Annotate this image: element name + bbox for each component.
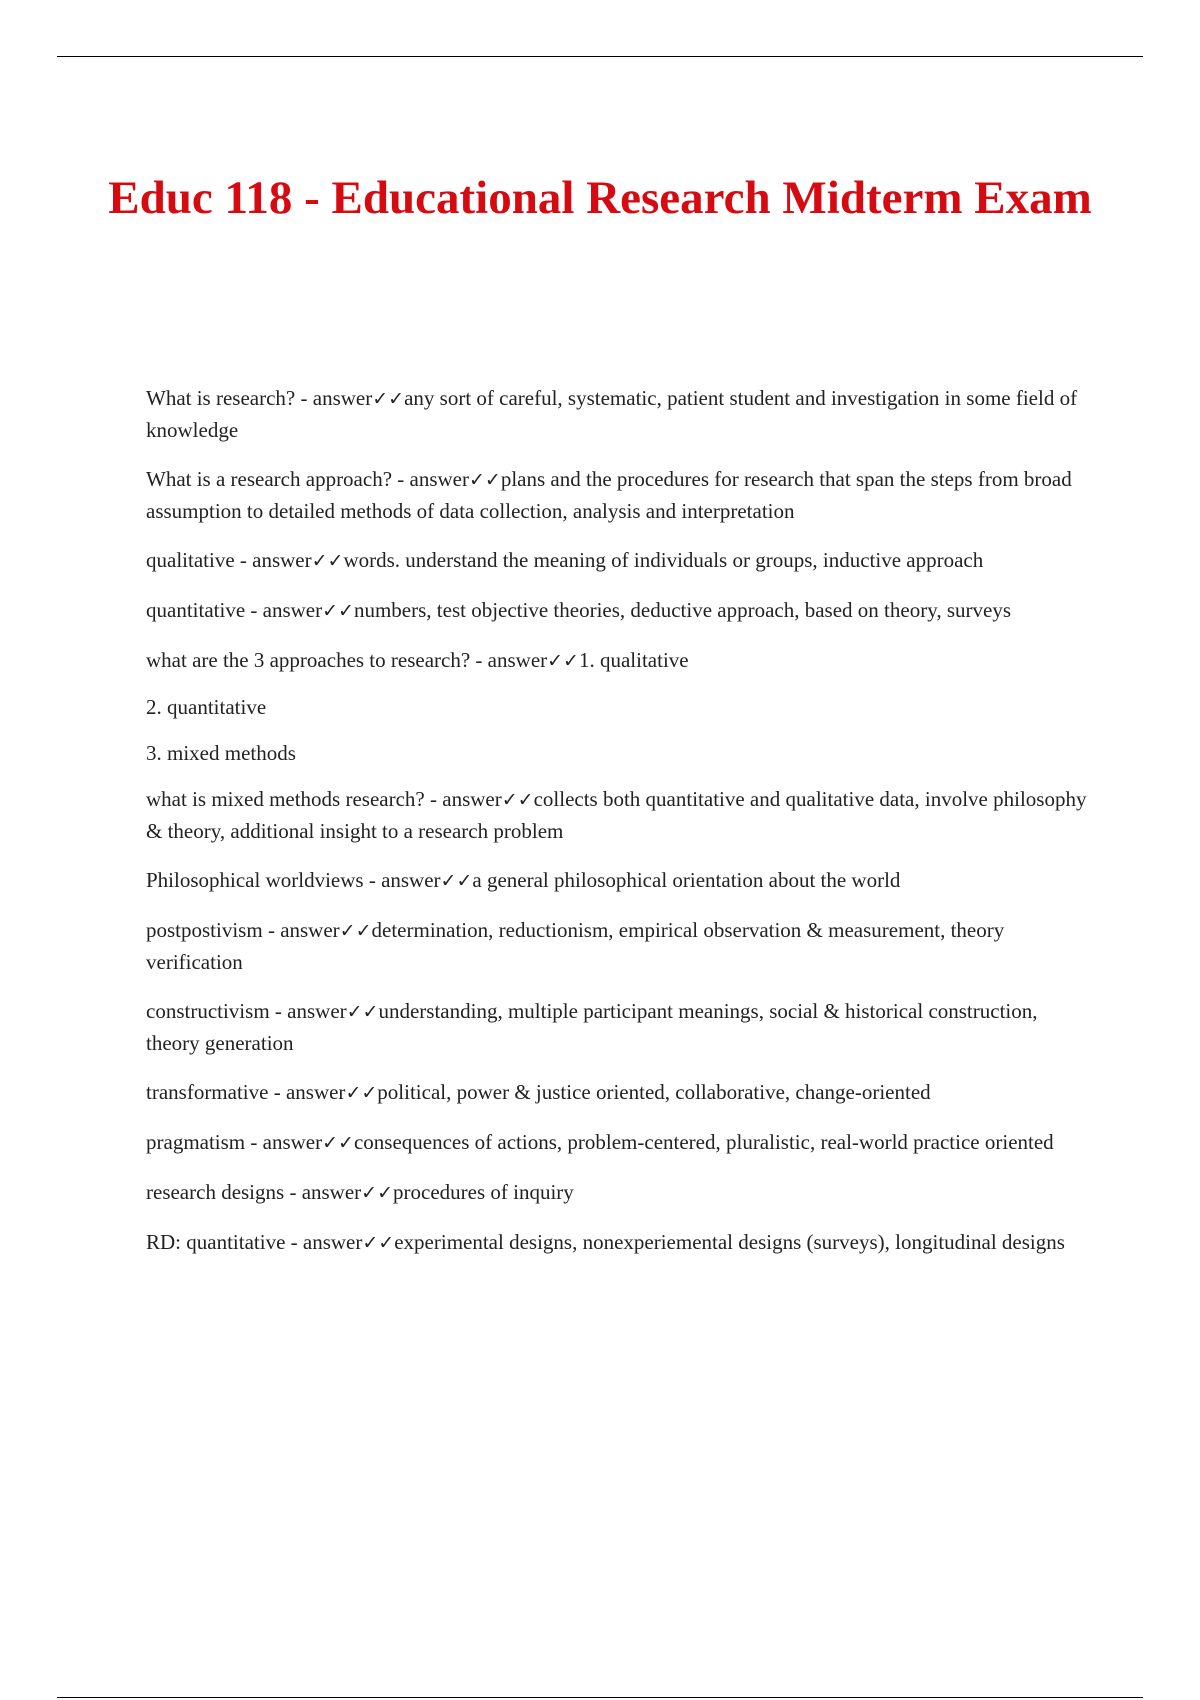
qa-entry bbox=[146, 595, 1096, 627]
question: research designs - bbox=[146, 1180, 302, 1204]
answer-label: answer bbox=[381, 868, 441, 892]
answer-label: answer bbox=[312, 386, 373, 410]
qa-entry bbox=[146, 464, 1096, 527]
qa-entry bbox=[146, 1127, 1096, 1159]
list-line: 2. quantitative bbox=[146, 695, 267, 719]
answer-label: answer bbox=[442, 787, 502, 811]
qa-entry bbox=[146, 915, 1096, 978]
check-icon: ✓✓ bbox=[339, 920, 372, 942]
check-icon: ✓✓ bbox=[469, 469, 501, 491]
check-icon: ✓✓ bbox=[362, 1232, 395, 1254]
question: qualitative - bbox=[146, 548, 253, 572]
qa-entry bbox=[146, 645, 1096, 677]
answer-text: determination, reductionism, empirical observation & measurement, theory verification bbox=[146, 918, 1005, 974]
question: quantitative - bbox=[146, 598, 263, 622]
check-icon: ✓✓ bbox=[322, 1132, 354, 1154]
bottom-rule bbox=[57, 1697, 1143, 1698]
check-icon: ✓✓ bbox=[311, 550, 344, 572]
answer-label: answer bbox=[487, 648, 548, 672]
answer-text: any sort of careful, systematic, patient student and investigation in some field of knowledge bbox=[146, 386, 1078, 442]
check-icon: ✓✓ bbox=[547, 650, 579, 672]
answer-label: answer bbox=[262, 1130, 323, 1154]
check-icon: ✓✓ bbox=[501, 789, 534, 811]
check-icon: ✓✓ bbox=[346, 1001, 379, 1023]
question: postpostivism - bbox=[146, 918, 281, 942]
question: transformative - bbox=[146, 1080, 286, 1104]
answer-text: a general philosophical orientation about the world bbox=[472, 868, 901, 892]
qa-entry bbox=[146, 865, 1096, 897]
qa-entry bbox=[146, 1177, 1096, 1209]
question: what are the 3 approaches to research? - bbox=[146, 648, 488, 672]
answer-text: words. understand the meaning of individuals or groups, inductive approach bbox=[343, 548, 984, 572]
qa-entry bbox=[146, 545, 1096, 577]
answer-label: answer bbox=[252, 548, 312, 572]
question: Philosophical worldviews - bbox=[146, 868, 382, 892]
answer-text: consequences of actions, problem-centered, pluralistic, real-world practice oriented bbox=[353, 1130, 1054, 1154]
answer-text: understanding, multiple participant meanings, social & historical construction, theory generation bbox=[146, 999, 1038, 1055]
answer-label: answer bbox=[285, 1080, 346, 1104]
answer-text: 1. qualitative bbox=[578, 648, 689, 672]
answer-label: answer bbox=[287, 999, 347, 1023]
qa-entry bbox=[146, 1227, 1096, 1259]
answer-label: answer bbox=[262, 598, 323, 622]
question: RD: quantitative - bbox=[146, 1230, 303, 1254]
qa-entry bbox=[146, 383, 1096, 446]
check-icon: ✓✓ bbox=[322, 600, 354, 622]
top-rule bbox=[57, 56, 1143, 57]
answer-label: answer bbox=[302, 1230, 363, 1254]
answer-label: answer bbox=[301, 1180, 362, 1204]
question: What is a research approach? - bbox=[146, 467, 410, 491]
answer-label: answer bbox=[280, 918, 340, 942]
answer-text: collects both quantitative and qualitative data, involve philosophy & theory, additional insight to a research problem bbox=[146, 787, 1087, 843]
check-icon: ✓✓ bbox=[440, 870, 473, 892]
question: pragmatism - bbox=[146, 1130, 263, 1154]
answer-label: answer bbox=[409, 467, 469, 491]
list-line: 3. mixed methods bbox=[146, 741, 296, 765]
document-title: Educ 118 - Educational Research Midterm Exam bbox=[108, 172, 1092, 224]
question: What is research? - bbox=[146, 386, 313, 410]
question: constructivism - bbox=[146, 999, 288, 1023]
qa-list bbox=[146, 383, 1096, 1277]
question: what is mixed methods research? - bbox=[146, 787, 443, 811]
answer-text: political, power & justice oriented, collaborative, change-oriented bbox=[377, 1080, 931, 1104]
qa-entry bbox=[146, 784, 1096, 847]
answer-text: experimental designs, nonexperiemental designs (surveys), longitudinal designs bbox=[394, 1230, 1065, 1254]
qa-entry bbox=[146, 996, 1096, 1059]
answer-text: plans and the procedures for research that span the steps from broad assumption to detailed methods of data collection, analysis and interpretation bbox=[146, 467, 1072, 523]
answer-text: numbers, test objective theories, deductive approach, based on theory, surveys bbox=[353, 598, 1011, 622]
check-icon: ✓✓ bbox=[372, 388, 405, 410]
answer-text: procedures of inquiry bbox=[393, 1180, 574, 1204]
check-icon: ✓✓ bbox=[345, 1082, 378, 1104]
check-icon: ✓✓ bbox=[361, 1182, 394, 1204]
qa-entry bbox=[146, 1077, 1096, 1109]
